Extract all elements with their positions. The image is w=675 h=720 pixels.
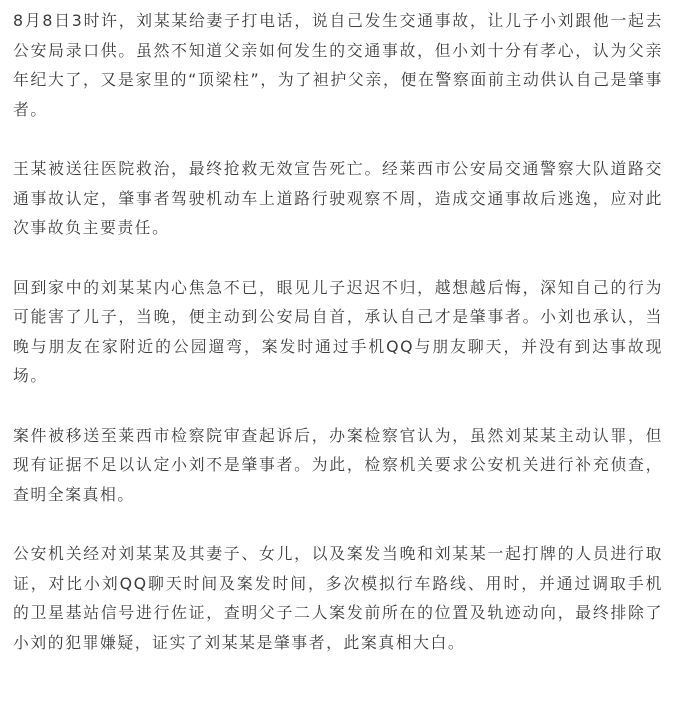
paragraph-police-investigation: 公安机关经对刘某某及其妻子、女儿，以及案发当晚和刘某某一起打牌的人员进行取证，对比小刘QQ聊天时间及案发时间，多次模拟行车路线、用时，并通过调取手机的卫星基站信号进行佐证，查明父子二人案发前所在的位置及轨迹动向，最终排除了小刘的犯罪嫌疑，证实了刘某某是肇事者，此案真相大白。 xyxy=(13,544,663,652)
paragraph-father-surrenders: 回到家中的刘某某内心焦急不已，眼见儿子迟迟不归，越想越后悔，深知自己的行为可能害了儿子，当晚，便主动到公安局自首，承认自己才是肇事者。小刘也承认，当晚与朋友在家附近的公园遛弯，案发时通过手机QQ与朋友聊天，并没有到达事故现场。 xyxy=(13,277,663,385)
paragraph-accident-finding: 王某被送往医院救治，最终抢救无效宣告死亡。经莱西市公安局交通警察大队道路交通事故认定，肇事者驾驶机动车上道路行驶观察不周，造成交通事故后逃逸，应对此次事故负主要责任。 xyxy=(13,159,663,237)
paragraph-prosecutor-review: 案件被移送至莱西市检察院审查起诉后，办案检察官认为，虽然刘某某主动认罪，但现有证据不足以认定小刘不是肇事者。为此，检察机关要求公安机关进行补充侦查，查明全案真相。 xyxy=(13,425,663,504)
paragraph-phone-call: 8月8日3时许，刘某某给妻子打电话，说自己发生交通事故，让儿子小刘跟他一起去公安局录口供。虽然不知道父亲如何发生的交通事故，但小刘十分有孝心，认为父亲年纪大了，又是家里的“顶梁柱”，为了袒护父亲，便在警察面前主动供认自己是肇事者。 xyxy=(13,11,663,119)
